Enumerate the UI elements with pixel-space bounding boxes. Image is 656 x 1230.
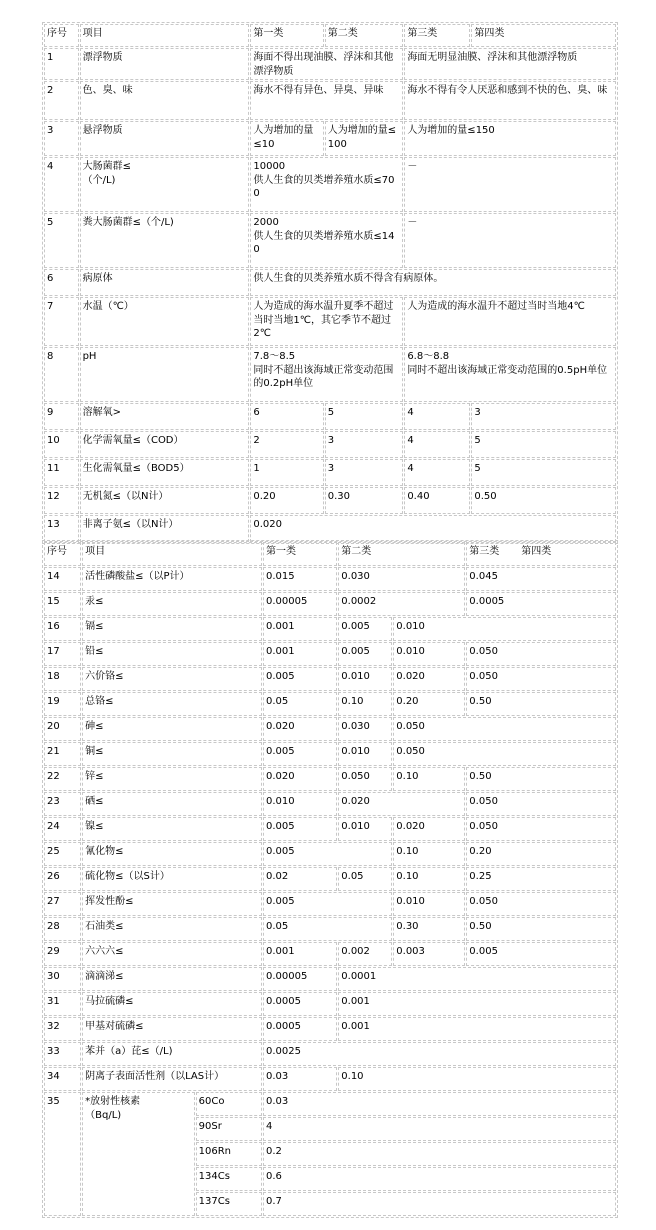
value-class2: 0.30 — [325, 487, 404, 514]
item-name: 六六六≤ — [82, 942, 262, 966]
nuclide-value: 0.6 — [263, 1167, 616, 1191]
header-class2: 第二类 — [325, 24, 404, 47]
value-class1: 人为增加的量≤10 — [250, 121, 323, 156]
table-row — [44, 1067, 616, 1091]
value-class4: 0.0005 — [466, 592, 616, 616]
value-class1-2 — [250, 347, 403, 402]
row-number: 15 — [44, 592, 81, 616]
value-class1: 0.001 — [263, 617, 337, 641]
value-class2-4: 0.10 — [338, 1067, 616, 1091]
header-class1: 第一类 — [250, 24, 323, 47]
value-class1-2: 0.005 — [263, 842, 392, 866]
item-name: 镉≤ — [82, 617, 262, 641]
value-class3: 0.10 — [393, 767, 465, 791]
row-number: 33 — [44, 1042, 81, 1066]
value-class2-4: 0.001 — [338, 992, 616, 1016]
value-class1-2-line: 10000 — [253, 161, 286, 172]
value-class3: 4 — [404, 403, 470, 430]
value-class3-4: 人为增加的量≤150 — [404, 121, 616, 156]
nuclide-name: 60Co — [196, 1092, 262, 1116]
item-name: 病原体 — [80, 269, 250, 296]
row-number: 21 — [44, 742, 81, 766]
value-class4: 0.050 — [466, 892, 616, 916]
value-class1: 0.020 — [263, 767, 337, 791]
table2-header-row — [44, 542, 616, 566]
header-item: 项目 — [80, 24, 250, 47]
row-number: 22 — [44, 767, 81, 791]
value-class3: 0.010 — [393, 642, 465, 666]
item-name: 阴离子表面活性剂（以LAS计） — [82, 1067, 262, 1091]
item-name: 六价铬≤ — [82, 667, 262, 691]
row-number: 12 — [44, 487, 79, 514]
item-name: 非离子氨≤（以N计） — [80, 515, 250, 542]
item-name: 总铬≤ — [82, 692, 262, 716]
value-class2-3: 0.0002 — [338, 592, 465, 616]
item-name: 漂浮物质 — [80, 48, 250, 80]
value-class2: 3 — [325, 431, 404, 458]
value-class1: 1 — [250, 459, 323, 486]
value-class3-4: － — [404, 213, 616, 268]
value-class4: 0.50 — [466, 917, 616, 941]
item-name: 活性磷酸盐≤（以P计） — [82, 567, 262, 591]
item-name-line: *放射性核素 — [85, 1096, 141, 1107]
value-class1-4: 0.0025 — [263, 1042, 616, 1066]
value-class4: 0.50 — [466, 692, 616, 716]
nuclide-name: 137Cs — [196, 1192, 262, 1216]
table-row — [44, 617, 616, 641]
value-class2: 0.05 — [338, 867, 392, 891]
row-number: 2 — [44, 81, 79, 120]
nuclide-name: 106Rn — [196, 1142, 262, 1166]
water-quality-table-part1 — [42, 22, 618, 544]
table-row — [44, 157, 616, 212]
value-class1: 0.020 — [263, 717, 337, 741]
value-class2: 5 — [325, 403, 404, 430]
value-class1: 0.001 — [263, 942, 337, 966]
value-class1-4: 供人生食的贝类养殖水质不得含有病原体。 — [250, 269, 616, 296]
table-row — [44, 347, 616, 402]
value-class3: 0.020 — [393, 817, 465, 841]
item-name: 粪大肠菌群≤（个/L) — [80, 213, 250, 268]
value-class1-2-line: 供人生食的贝类增养殖水质≤700 — [253, 174, 395, 199]
value-class1-2-line: 同时不超出该海域正常变动范围的0.2pH单位 — [253, 364, 394, 389]
value-class3: 0.003 — [393, 942, 465, 966]
value-class1: 2 — [250, 431, 323, 458]
value-class1: 0.20 — [250, 487, 323, 514]
table-row — [44, 1017, 616, 1041]
table-row — [44, 81, 616, 120]
item-name-line: （Bq/L) — [85, 1109, 122, 1121]
header-class4-label: 第四类 — [521, 546, 552, 557]
value-class2-4: 0.0001 — [338, 967, 616, 991]
value-class4: 5 — [471, 459, 616, 486]
value-class2: 0.050 — [338, 767, 392, 791]
value-class4: 0.25 — [466, 867, 616, 891]
table-row — [44, 942, 616, 966]
item-name-line: （个/L) — [82, 174, 116, 186]
value-class1: 0.00005 — [263, 592, 337, 616]
value-class1: 0.03 — [263, 1067, 337, 1091]
value-class2: 0.010 — [338, 667, 392, 691]
row-number: 30 — [44, 967, 81, 991]
header-no: 序号 — [44, 542, 81, 566]
table-row-radionuclide — [44, 1092, 616, 1116]
row-number: 35 — [44, 1092, 81, 1216]
header-no: 序号 — [44, 24, 79, 47]
table-row — [44, 817, 616, 841]
value-class1-2 — [250, 157, 403, 212]
value-class3: 0.30 — [393, 917, 465, 941]
item-name: 挥发性酚≤ — [82, 892, 262, 916]
item-name: 化学需氧量≤（COD） — [80, 431, 250, 458]
value-class1-2-line: 7.8～8.5 — [253, 351, 296, 362]
row-number: 4 — [44, 157, 79, 212]
row-number: 3 — [44, 121, 79, 156]
value-class3: 4 — [404, 431, 470, 458]
item-name: 汞≤ — [82, 592, 262, 616]
item-name: 石油类≤ — [82, 917, 262, 941]
value-class1-2-line: 2000 — [253, 217, 279, 228]
table-row — [44, 992, 616, 1016]
value-class1: 0.05 — [263, 692, 337, 716]
nuclide-value: 0.7 — [263, 1192, 616, 1216]
item-name: 铜≤ — [82, 742, 262, 766]
value-class1-2: 海水不得有异色、异臭、异味 — [250, 81, 403, 120]
row-number: 10 — [44, 431, 79, 458]
item-name: 硫化物≤（以S计） — [82, 867, 262, 891]
row-number: 8 — [44, 347, 79, 402]
value-class1: 0.001 — [263, 642, 337, 666]
value-class3: 0.20 — [393, 692, 465, 716]
table2-body — [44, 542, 616, 1216]
value-class3: 4 — [404, 459, 470, 486]
row-number: 20 — [44, 717, 81, 741]
value-class2: 0.010 — [338, 817, 392, 841]
table-row — [44, 403, 616, 430]
item-name: 悬浮物质 — [80, 121, 250, 156]
item-name — [82, 1092, 195, 1216]
table-row — [44, 431, 616, 458]
item-name: 滴滴涕≤ — [82, 967, 262, 991]
value-class3-4-line: 同时不超出该海域正常变动范围的0.5pH单位 — [407, 364, 608, 376]
value-class1: 0.00005 — [263, 967, 337, 991]
item-name: 溶解氧> — [80, 403, 250, 430]
value-class4: 3 — [471, 403, 616, 430]
nuclide-name: 134Cs — [196, 1167, 262, 1191]
value-class1: 0.005 — [263, 817, 337, 841]
value-class4: 0.50 — [471, 487, 616, 514]
table-row — [44, 297, 616, 346]
value-class2: 0.002 — [338, 942, 392, 966]
value-class3-4: 0.050 — [393, 717, 616, 741]
item-name: pH — [80, 347, 250, 402]
value-class3: 0.020 — [393, 667, 465, 691]
value-class2: 0.005 — [338, 642, 392, 666]
value-class2: 0.010 — [338, 742, 392, 766]
row-number: 14 — [44, 567, 81, 591]
item-name: 镍≤ — [82, 817, 262, 841]
table-row — [44, 842, 616, 866]
row-number: 11 — [44, 459, 79, 486]
value-class1: 0.02 — [263, 867, 337, 891]
table-row — [44, 892, 616, 916]
table1-body — [44, 24, 616, 542]
header-class3: 第三类 — [404, 24, 470, 47]
value-class4: 0.050 — [466, 817, 616, 841]
nuclide-value: 0.2 — [263, 1142, 616, 1166]
value-class1-2 — [250, 213, 403, 268]
header-class3 — [466, 542, 616, 566]
table-row — [44, 1042, 616, 1066]
value-class1: 0.010 — [263, 792, 337, 816]
table-row — [44, 121, 616, 156]
value-class3: 0.10 — [393, 842, 465, 866]
row-number: 34 — [44, 1067, 81, 1091]
value-class3-4: 海面无明显油膜、浮沫和其他漂浮物质 — [404, 48, 616, 80]
value-class2: 人为增加的量≤100 — [325, 121, 404, 156]
value-class3: 0.010 — [393, 892, 465, 916]
value-class2: 3 — [325, 459, 404, 486]
value-class1: 0.005 — [263, 742, 337, 766]
value-class4: 0.050 — [466, 792, 616, 816]
value-class4: 0.50 — [466, 767, 616, 791]
value-class4: 0.20 — [466, 842, 616, 866]
item-name: 生化需氧量≤（BOD5） — [80, 459, 250, 486]
value-class2: 0.030 — [338, 717, 392, 741]
value-class3: 0.40 — [404, 487, 470, 514]
table-row — [44, 742, 616, 766]
value-class4: 0.005 — [466, 942, 616, 966]
table-row — [44, 213, 616, 268]
item-name: 氰化物≤ — [82, 842, 262, 866]
table-row — [44, 967, 616, 991]
row-number: 23 — [44, 792, 81, 816]
nuclide-value: 4 — [263, 1117, 616, 1141]
value-class3-4 — [404, 347, 616, 402]
item-name: 锌≤ — [82, 767, 262, 791]
table-row — [44, 917, 616, 941]
nuclide-name: 90Sr — [196, 1117, 262, 1141]
table-row — [44, 642, 616, 666]
row-number: 27 — [44, 892, 81, 916]
header-class1: 第一类 — [263, 542, 337, 566]
value-class1-2: 0.005 — [263, 892, 392, 916]
row-number: 13 — [44, 515, 79, 542]
value-class2-4: 0.001 — [338, 1017, 616, 1041]
table-row — [44, 487, 616, 514]
row-number: 9 — [44, 403, 79, 430]
row-number: 18 — [44, 667, 81, 691]
nuclide-value: 0.03 — [263, 1092, 616, 1116]
table-row — [44, 459, 616, 486]
table-row — [44, 269, 616, 296]
value-class2-3: 0.020 — [338, 792, 465, 816]
item-name: 水温（℃） — [80, 297, 250, 346]
row-number: 17 — [44, 642, 81, 666]
value-class1: 6 — [250, 403, 323, 430]
header-class4: 第四类 — [471, 24, 616, 47]
value-class4: 5 — [471, 431, 616, 458]
value-class4: 0.050 — [466, 642, 616, 666]
row-number: 7 — [44, 297, 79, 346]
row-number: 6 — [44, 269, 79, 296]
value-class2: 0.10 — [338, 692, 392, 716]
value-class1: 0.005 — [263, 667, 337, 691]
row-number: 1 — [44, 48, 79, 80]
row-number: 5 — [44, 213, 79, 268]
value-class3-4: 0.050 — [393, 742, 616, 766]
value-class1-2: 0.05 — [263, 917, 392, 941]
value-class1: 0.015 — [263, 567, 337, 591]
value-class3-4: 海水不得有令人厌恶和感到不快的色、臭、味 — [404, 81, 616, 120]
header-class2: 第二类 — [338, 542, 465, 566]
row-number: 32 — [44, 1017, 81, 1041]
table-row — [44, 692, 616, 716]
row-number: 25 — [44, 842, 81, 866]
item-name: 铅≤ — [82, 642, 262, 666]
item-name: 硒≤ — [82, 792, 262, 816]
table-row — [44, 792, 616, 816]
value-class4: 0.050 — [466, 667, 616, 691]
row-number: 28 — [44, 917, 81, 941]
value-class1-2: 海面不得出现油膜、浮沫和其他漂浮物质 — [250, 48, 403, 80]
value-class4: 0.045 — [466, 567, 616, 591]
table-row — [44, 867, 616, 891]
value-class3: 0.10 — [393, 867, 465, 891]
item-name — [80, 157, 250, 212]
table-row — [44, 48, 616, 80]
row-number: 29 — [44, 942, 81, 966]
item-name: 马拉硫磷≤ — [82, 992, 262, 1016]
table-row — [44, 567, 616, 591]
header-item: 项目 — [82, 542, 262, 566]
value-class1-2-line: 供人生食的贝类增养殖水质≤140 — [253, 230, 395, 255]
row-number: 19 — [44, 692, 81, 716]
item-name: 苯并（a）芘≤（/L) — [82, 1042, 262, 1066]
item-name: 色、臭、味 — [80, 81, 250, 120]
row-number: 24 — [44, 817, 81, 841]
table-row — [44, 515, 616, 542]
value-class1-4: 0.020 — [250, 515, 616, 542]
row-number: 26 — [44, 867, 81, 891]
row-number: 16 — [44, 617, 81, 641]
value-class3-4: 0.010 — [393, 617, 616, 641]
table-row — [44, 767, 616, 791]
item-name-line: 大肠菌群≤ — [82, 161, 131, 172]
value-class1-2: 人为造成的海水温升夏季不超过当时当地1℃，其它季节不超过2℃ — [250, 297, 403, 346]
header-class3-label: 第三类 — [469, 546, 500, 557]
item-name: 砷≤ — [82, 717, 262, 741]
value-class3-4: 人为造成的海水温升不超过当时当地4℃ — [404, 297, 616, 346]
value-class3-4: － — [404, 157, 616, 212]
table-row — [44, 667, 616, 691]
table-row — [44, 717, 616, 741]
value-class1: 0.0005 — [263, 1017, 337, 1041]
value-class2: 0.005 — [338, 617, 392, 641]
water-quality-table-part2 — [42, 540, 618, 1218]
table1-header-row — [44, 24, 616, 47]
value-class1: 0.0005 — [263, 992, 337, 1016]
item-name: 甲基对硫磷≤ — [82, 1017, 262, 1041]
row-number: 31 — [44, 992, 81, 1016]
table-row — [44, 592, 616, 616]
value-class3-4-line: 6.8～8.8 — [407, 351, 450, 362]
item-name: 无机氮≤（以N计） — [80, 487, 250, 514]
value-class2-3: 0.030 — [338, 567, 465, 591]
